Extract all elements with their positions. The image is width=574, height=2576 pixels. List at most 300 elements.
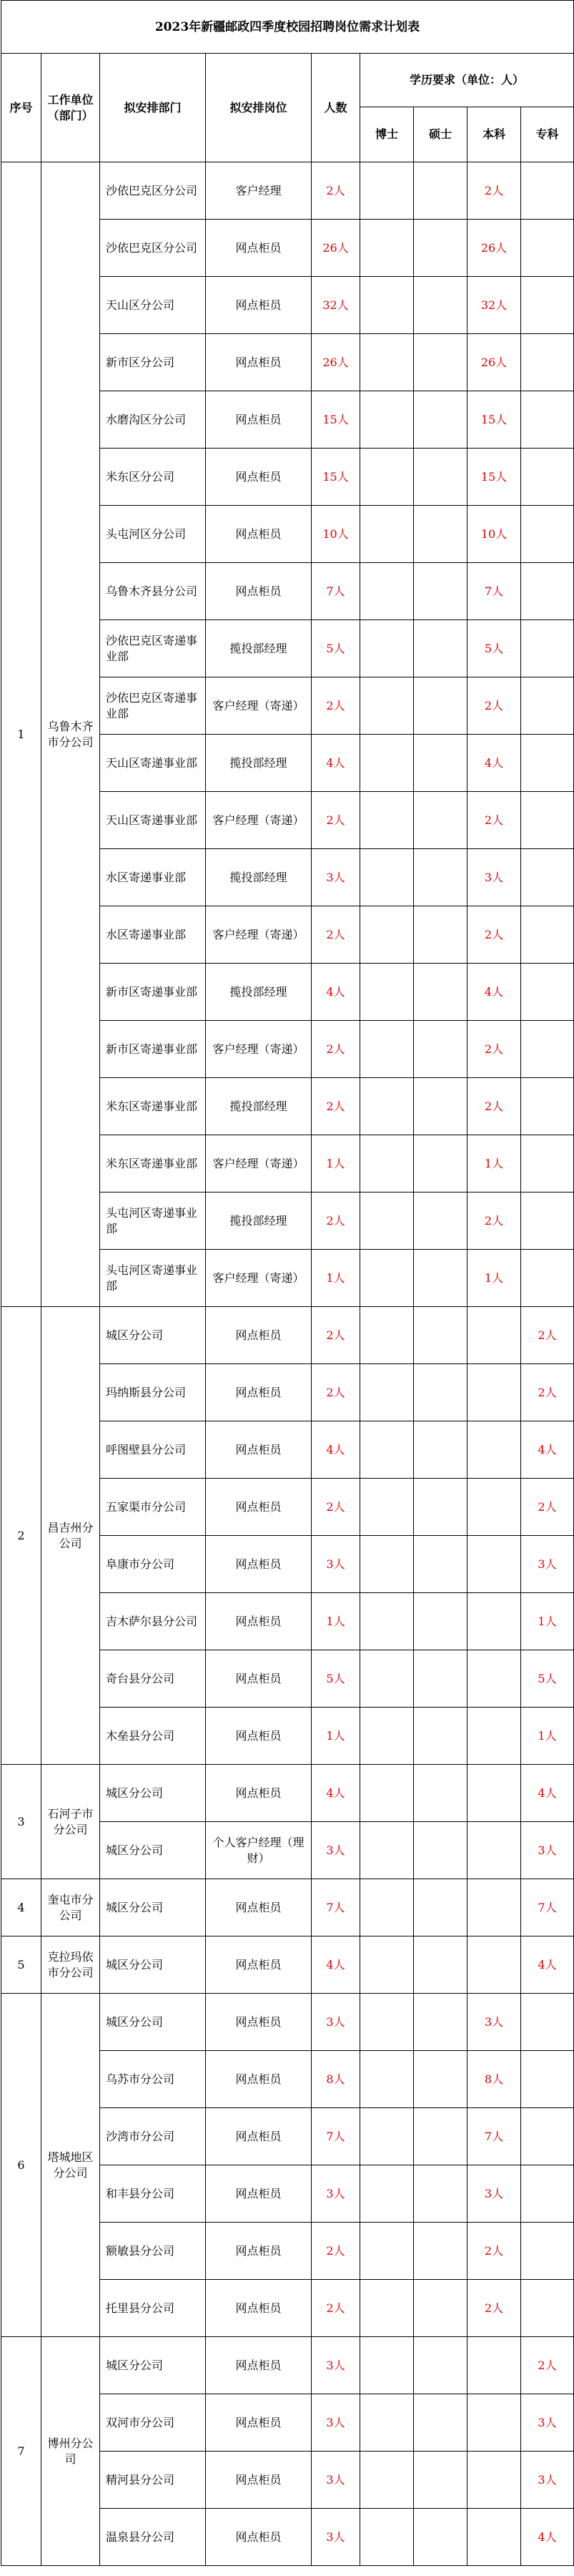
- cell-phd: [360, 563, 414, 620]
- cell-bachelor: 3人: [467, 2165, 521, 2223]
- cell-bachelor: 2人: [467, 677, 521, 735]
- cell-dept: 木垒县分公司: [100, 1708, 206, 1765]
- cell-master: [414, 1650, 467, 1708]
- cell-dept: 头屯河区寄递事业部: [100, 1250, 206, 1307]
- cell-master: [414, 1879, 467, 1936]
- header-college: 专科: [521, 107, 574, 162]
- cell-bachelor: 2人: [467, 162, 521, 220]
- cell-college: [521, 677, 574, 735]
- cell-master: [414, 1994, 467, 2051]
- cell-master: [414, 1021, 467, 1078]
- cell-bachelor: [467, 1822, 521, 1879]
- cell-phd: [360, 1879, 414, 1936]
- cell-phd: [360, 220, 414, 277]
- cell-post: 网点柜员: [206, 563, 312, 620]
- cell-master: [414, 677, 467, 735]
- header-education: 学历要求（单位：人）: [360, 54, 574, 107]
- cell-master: [414, 964, 467, 1021]
- cell-count: 4人: [312, 964, 360, 1021]
- cell-count: 3人: [312, 2509, 360, 2566]
- cell-master: [414, 449, 467, 506]
- cell-college: 2人: [521, 1364, 574, 1421]
- cell-post: 揽投部经理: [206, 964, 312, 1021]
- cell-master: [414, 792, 467, 849]
- cell-bachelor: 3人: [467, 1994, 521, 2051]
- cell-master: [414, 1593, 467, 1650]
- cell-count: 3人: [312, 1822, 360, 1879]
- cell-master: [414, 506, 467, 563]
- cell-count: 4人: [312, 1765, 360, 1822]
- cell-college: [521, 2223, 574, 2280]
- cell-dept: 温泉县分公司: [100, 2509, 206, 2566]
- cell-count: 7人: [312, 563, 360, 620]
- cell-count: 2人: [312, 1078, 360, 1135]
- cell-phd: [360, 1593, 414, 1650]
- cell-phd: [360, 506, 414, 563]
- cell-master: [414, 2509, 467, 2566]
- cell-dept: 呼图壁县分公司: [100, 1421, 206, 1479]
- cell-dept: 城区分公司: [100, 1936, 206, 1994]
- cell-bachelor: [467, 2394, 521, 2452]
- cell-count: 3人: [312, 849, 360, 906]
- cell-dept: 和丰县分公司: [100, 2165, 206, 2223]
- table-row: [1, 1307, 574, 1364]
- cell-count: 4人: [312, 1936, 360, 1994]
- cell-phd: [360, 2051, 414, 2108]
- cell-phd: [360, 1307, 414, 1364]
- cell-college: 3人: [521, 2452, 574, 2509]
- cell-master: [414, 1822, 467, 1879]
- cell-college: [521, 449, 574, 506]
- table-row: [1, 1936, 574, 1994]
- cell-phd: [360, 2509, 414, 2566]
- cell-phd: [360, 906, 414, 964]
- cell-post: 网点柜员: [206, 2452, 312, 2509]
- cell-dept: 城区分公司: [100, 1307, 206, 1364]
- cell-dept: 水区寄递事业部: [100, 906, 206, 964]
- header-post: 拟安排岗位: [206, 54, 312, 162]
- cell-master: [414, 2223, 467, 2280]
- cell-unit: 奎屯市分公司: [41, 1879, 100, 1936]
- cell-count: 15人: [312, 449, 360, 506]
- cell-master: [414, 2051, 467, 2108]
- cell-bachelor: 8人: [467, 2051, 521, 2108]
- cell-dept: 城区分公司: [100, 1879, 206, 1936]
- cell-post: 客户经理（寄递）: [206, 1021, 312, 1078]
- cell-dept: 天山区寄递事业部: [100, 792, 206, 849]
- cell-count: 2人: [312, 1364, 360, 1421]
- cell-phd: [360, 277, 414, 334]
- cell-post: 网点柜员: [206, 1479, 312, 1536]
- cell-phd: [360, 1536, 414, 1593]
- cell-count: 2人: [312, 1192, 360, 1250]
- cell-count: 32人: [312, 277, 360, 334]
- cell-unit: 博州分公司: [41, 2337, 100, 2566]
- cell-bachelor: 4人: [467, 735, 521, 792]
- cell-dept: 吉木萨尔县分公司: [100, 1593, 206, 1650]
- cell-master: [414, 162, 467, 220]
- cell-master: [414, 2337, 467, 2394]
- cell-unit: 塔城地区分公司: [41, 1994, 100, 2337]
- cell-count: 3人: [312, 1536, 360, 1593]
- cell-college: [521, 334, 574, 391]
- cell-post: 网点柜员: [206, 2337, 312, 2394]
- cell-seq: 7: [1, 2337, 41, 2566]
- cell-college: 4人: [521, 1936, 574, 1994]
- cell-phd: [360, 1765, 414, 1822]
- cell-post: 揽投部经理: [206, 849, 312, 906]
- cell-count: 26人: [312, 220, 360, 277]
- cell-post: 网点柜员: [206, 2223, 312, 2280]
- cell-master: [414, 1936, 467, 1994]
- cell-phd: [360, 1479, 414, 1536]
- cell-phd: [360, 620, 414, 677]
- cell-college: [521, 792, 574, 849]
- cell-phd: [360, 2165, 414, 2223]
- cell-dept: 五家渠市分公司: [100, 1479, 206, 1536]
- cell-dept: 天山区分公司: [100, 277, 206, 334]
- cell-seq: 6: [1, 1994, 41, 2337]
- cell-count: 1人: [312, 1593, 360, 1650]
- cell-college: [521, 277, 574, 334]
- cell-count: 2人: [312, 2223, 360, 2280]
- cell-post: 网点柜员: [206, 1936, 312, 1994]
- cell-post: 客户经理: [206, 162, 312, 220]
- cell-bachelor: [467, 1593, 521, 1650]
- cell-master: [414, 1479, 467, 1536]
- cell-post: 揽投部经理: [206, 620, 312, 677]
- cell-dept: 额敏县分公司: [100, 2223, 206, 2280]
- cell-phd: [360, 1364, 414, 1421]
- cell-bachelor: [467, 2509, 521, 2566]
- cell-post: 客户经理（寄递）: [206, 1250, 312, 1307]
- cell-post: 网点柜员: [206, 1765, 312, 1822]
- cell-college: [521, 1994, 574, 2051]
- cell-phd: [360, 1135, 414, 1192]
- cell-post: 网点柜员: [206, 2165, 312, 2223]
- cell-phd: [360, 2108, 414, 2165]
- cell-dept: 乌苏市分公司: [100, 2051, 206, 2108]
- cell-dept: 天山区寄递事业部: [100, 735, 206, 792]
- cell-post: 网点柜员: [206, 334, 312, 391]
- cell-college: [521, 1078, 574, 1135]
- cell-phd: [360, 2280, 414, 2337]
- cell-dept: 米东区寄递事业部: [100, 1135, 206, 1192]
- cell-master: [414, 1078, 467, 1135]
- cell-bachelor: 1人: [467, 1250, 521, 1307]
- cell-college: 3人: [521, 1822, 574, 1879]
- header-phd: 博士: [360, 107, 414, 162]
- cell-master: [414, 906, 467, 964]
- cell-dept: 新市区分公司: [100, 334, 206, 391]
- cell-master: [414, 563, 467, 620]
- cell-bachelor: 10人: [467, 506, 521, 563]
- cell-bachelor: [467, 1650, 521, 1708]
- cell-phd: [360, 1994, 414, 2051]
- recruitment-plan-table: [1, 0, 574, 2566]
- cell-bachelor: 2人: [467, 1021, 521, 1078]
- cell-college: [521, 1192, 574, 1250]
- cell-count: 1人: [312, 1135, 360, 1192]
- cell-post: 揽投部经理: [206, 1192, 312, 1250]
- cell-dept: 城区分公司: [100, 1765, 206, 1822]
- cell-phd: [360, 1021, 414, 1078]
- cell-post: 网点柜员: [206, 1364, 312, 1421]
- cell-college: [521, 1021, 574, 1078]
- cell-bachelor: 2人: [467, 1192, 521, 1250]
- cell-college: 3人: [521, 1536, 574, 1593]
- cell-count: 10人: [312, 506, 360, 563]
- cell-dept: 乌鲁木齐县分公司: [100, 563, 206, 620]
- cell-master: [414, 1421, 467, 1479]
- cell-college: 3人: [521, 2394, 574, 2452]
- cell-phd: [360, 1250, 414, 1307]
- cell-master: [414, 334, 467, 391]
- cell-phd: [360, 792, 414, 849]
- cell-master: [414, 735, 467, 792]
- cell-phd: [360, 334, 414, 391]
- cell-count: 3人: [312, 2394, 360, 2452]
- cell-post: 网点柜员: [206, 506, 312, 563]
- cell-master: [414, 2165, 467, 2223]
- cell-bachelor: [467, 1307, 521, 1364]
- cell-phd: [360, 964, 414, 1021]
- cell-college: [521, 2280, 574, 2337]
- cell-phd: [360, 2337, 414, 2394]
- cell-post: 网点柜员: [206, 1421, 312, 1479]
- cell-college: [521, 906, 574, 964]
- cell-college: [521, 735, 574, 792]
- cell-phd: [360, 849, 414, 906]
- cell-master: [414, 849, 467, 906]
- cell-post: 网点柜员: [206, 1593, 312, 1650]
- cell-college: 7人: [521, 1879, 574, 1936]
- cell-college: 4人: [521, 1765, 574, 1822]
- cell-bachelor: 26人: [467, 220, 521, 277]
- header-seq: 序号: [1, 54, 41, 162]
- cell-college: 2人: [521, 2337, 574, 2394]
- header-unit: 工作单位（部门）: [41, 54, 100, 162]
- cell-unit: 昌吉州分公司: [41, 1307, 100, 1765]
- cell-count: 1人: [312, 1250, 360, 1307]
- cell-bachelor: [467, 1879, 521, 1936]
- cell-phd: [360, 735, 414, 792]
- cell-phd: [360, 1650, 414, 1708]
- cell-bachelor: 26人: [467, 334, 521, 391]
- cell-college: 4人: [521, 1421, 574, 1479]
- cell-master: [414, 2394, 467, 2452]
- cell-bachelor: [467, 2452, 521, 2509]
- cell-master: [414, 2280, 467, 2337]
- cell-count: 3人: [312, 1994, 360, 2051]
- cell-bachelor: 1人: [467, 1135, 521, 1192]
- cell-phd: [360, 1421, 414, 1479]
- cell-dept: 阜康市分公司: [100, 1536, 206, 1593]
- cell-master: [414, 1708, 467, 1765]
- cell-post: 客户经理（寄递）: [206, 1135, 312, 1192]
- cell-phd: [360, 449, 414, 506]
- cell-bachelor: 2人: [467, 1078, 521, 1135]
- cell-bachelor: 5人: [467, 620, 521, 677]
- cell-count: 7人: [312, 1879, 360, 1936]
- cell-master: [414, 1135, 467, 1192]
- cell-dept: 沙依巴克区寄递事业部: [100, 620, 206, 677]
- cell-post: 网点柜员: [206, 391, 312, 449]
- cell-post: 网点柜员: [206, 1994, 312, 2051]
- table-row: [1, 162, 574, 220]
- cell-post: 网点柜员: [206, 1650, 312, 1708]
- cell-post: 网点柜员: [206, 2280, 312, 2337]
- cell-phd: [360, 677, 414, 735]
- cell-post: 揽投部经理: [206, 735, 312, 792]
- cell-master: [414, 1192, 467, 1250]
- cell-dept: 城区分公司: [100, 1822, 206, 1879]
- cell-bachelor: 4人: [467, 964, 521, 1021]
- cell-phd: [360, 1078, 414, 1135]
- cell-seq: 2: [1, 1307, 41, 1765]
- cell-dept: 新市区寄递事业部: [100, 1021, 206, 1078]
- cell-count: 2人: [312, 2280, 360, 2337]
- cell-college: [521, 849, 574, 906]
- cell-count: 2人: [312, 906, 360, 964]
- cell-post: 揽投部经理: [206, 1078, 312, 1135]
- cell-post: 客户经理（寄递）: [206, 906, 312, 964]
- cell-bachelor: 2人: [467, 792, 521, 849]
- cell-master: [414, 1307, 467, 1364]
- cell-count: 8人: [312, 2051, 360, 2108]
- cell-post: 网点柜员: [206, 1879, 312, 1936]
- cell-college: [521, 220, 574, 277]
- cell-bachelor: 7人: [467, 563, 521, 620]
- cell-phd: [360, 2394, 414, 2452]
- cell-count: 2人: [312, 1479, 360, 1536]
- cell-dept: 沙依巴克区分公司: [100, 162, 206, 220]
- cell-count: 2人: [312, 792, 360, 849]
- cell-phd: [360, 2452, 414, 2509]
- cell-phd: [360, 391, 414, 449]
- cell-dept: 水区寄递事业部: [100, 849, 206, 906]
- cell-bachelor: 2人: [467, 906, 521, 964]
- cell-college: [521, 506, 574, 563]
- cell-college: 5人: [521, 1650, 574, 1708]
- cell-dept: 水磨沟区分公司: [100, 391, 206, 449]
- cell-bachelor: [467, 1936, 521, 1994]
- table-row: [1, 1994, 574, 2051]
- cell-college: [521, 964, 574, 1021]
- cell-college: [521, 620, 574, 677]
- header-master: 硕士: [414, 107, 467, 162]
- cell-dept: 城区分公司: [100, 1994, 206, 2051]
- cell-count: 7人: [312, 2108, 360, 2165]
- cell-college: 2人: [521, 1307, 574, 1364]
- cell-college: [521, 1135, 574, 1192]
- cell-bachelor: [467, 2337, 521, 2394]
- cell-bachelor: [467, 1708, 521, 1765]
- cell-master: [414, 1765, 467, 1822]
- cell-post: 网点柜员: [206, 277, 312, 334]
- cell-master: [414, 620, 467, 677]
- cell-dept: 玛纳斯县分公司: [100, 1364, 206, 1421]
- cell-count: 2人: [312, 1307, 360, 1364]
- cell-phd: [360, 1936, 414, 1994]
- cell-college: 4人: [521, 2509, 574, 2566]
- cell-count: 2人: [312, 162, 360, 220]
- cell-count: 4人: [312, 735, 360, 792]
- cell-master: [414, 391, 467, 449]
- cell-post: 网点柜员: [206, 220, 312, 277]
- cell-post: 网点柜员: [206, 2509, 312, 2566]
- table-row: [1, 2337, 574, 2394]
- cell-post: 网点柜员: [206, 449, 312, 506]
- cell-master: [414, 220, 467, 277]
- cell-bachelor: [467, 1765, 521, 1822]
- cell-post: 网点柜员: [206, 1708, 312, 1765]
- cell-college: [521, 391, 574, 449]
- cell-post: 网点柜员: [206, 2051, 312, 2108]
- cell-phd: [360, 162, 414, 220]
- cell-count: 5人: [312, 620, 360, 677]
- cell-bachelor: [467, 1536, 521, 1593]
- cell-count: 5人: [312, 1650, 360, 1708]
- cell-count: 1人: [312, 1708, 360, 1765]
- cell-dept: 头屯河区分公司: [100, 506, 206, 563]
- cell-bachelor: [467, 1364, 521, 1421]
- cell-bachelor: [467, 1479, 521, 1536]
- cell-phd: [360, 1192, 414, 1250]
- cell-bachelor: 32人: [467, 277, 521, 334]
- cell-bachelor: 15人: [467, 449, 521, 506]
- cell-master: [414, 1536, 467, 1593]
- cell-dept: 城区分公司: [100, 2337, 206, 2394]
- header-count: 人数: [312, 54, 360, 162]
- cell-phd: [360, 1708, 414, 1765]
- header-bachelor: 本科: [467, 107, 521, 162]
- cell-master: [414, 2452, 467, 2509]
- cell-dept: 精河县分公司: [100, 2452, 206, 2509]
- cell-dept: 米东区分公司: [100, 449, 206, 506]
- cell-college: [521, 2165, 574, 2223]
- cell-count: 26人: [312, 334, 360, 391]
- cell-college: 1人: [521, 1593, 574, 1650]
- table-row: [1, 1765, 574, 1822]
- cell-college: [521, 1250, 574, 1307]
- cell-college: [521, 2051, 574, 2108]
- cell-post: 网点柜员: [206, 2108, 312, 2165]
- cell-post: 网点柜员: [206, 2394, 312, 2452]
- cell-bachelor: 3人: [467, 849, 521, 906]
- cell-unit: 石河子市分公司: [41, 1765, 100, 1879]
- cell-dept: 沙依巴克区分公司: [100, 220, 206, 277]
- cell-post: 网点柜员: [206, 1536, 312, 1593]
- cell-phd: [360, 2223, 414, 2280]
- cell-phd: [360, 1822, 414, 1879]
- table-title: 2023年新疆邮政四季度校园招聘岗位需求计划表: [1, 1, 574, 54]
- cell-seq: 5: [1, 1936, 41, 1994]
- cell-college: [521, 162, 574, 220]
- table-row: [1, 1879, 574, 1936]
- cell-college: [521, 2108, 574, 2165]
- cell-unit: 克拉玛依市分公司: [41, 1936, 100, 1994]
- cell-post: 网点柜员: [206, 1307, 312, 1364]
- cell-dept: 新市区寄递事业部: [100, 964, 206, 1021]
- cell-dept: 沙湾市分公司: [100, 2108, 206, 2165]
- cell-post: 客户经理（寄递）: [206, 792, 312, 849]
- cell-unit: 乌鲁木齐市分公司: [41, 162, 100, 1307]
- cell-count: 3人: [312, 2165, 360, 2223]
- cell-bachelor: 7人: [467, 2108, 521, 2165]
- cell-dept: 奇台县分公司: [100, 1650, 206, 1708]
- cell-dept: 沙依巴克区寄递事业部: [100, 677, 206, 735]
